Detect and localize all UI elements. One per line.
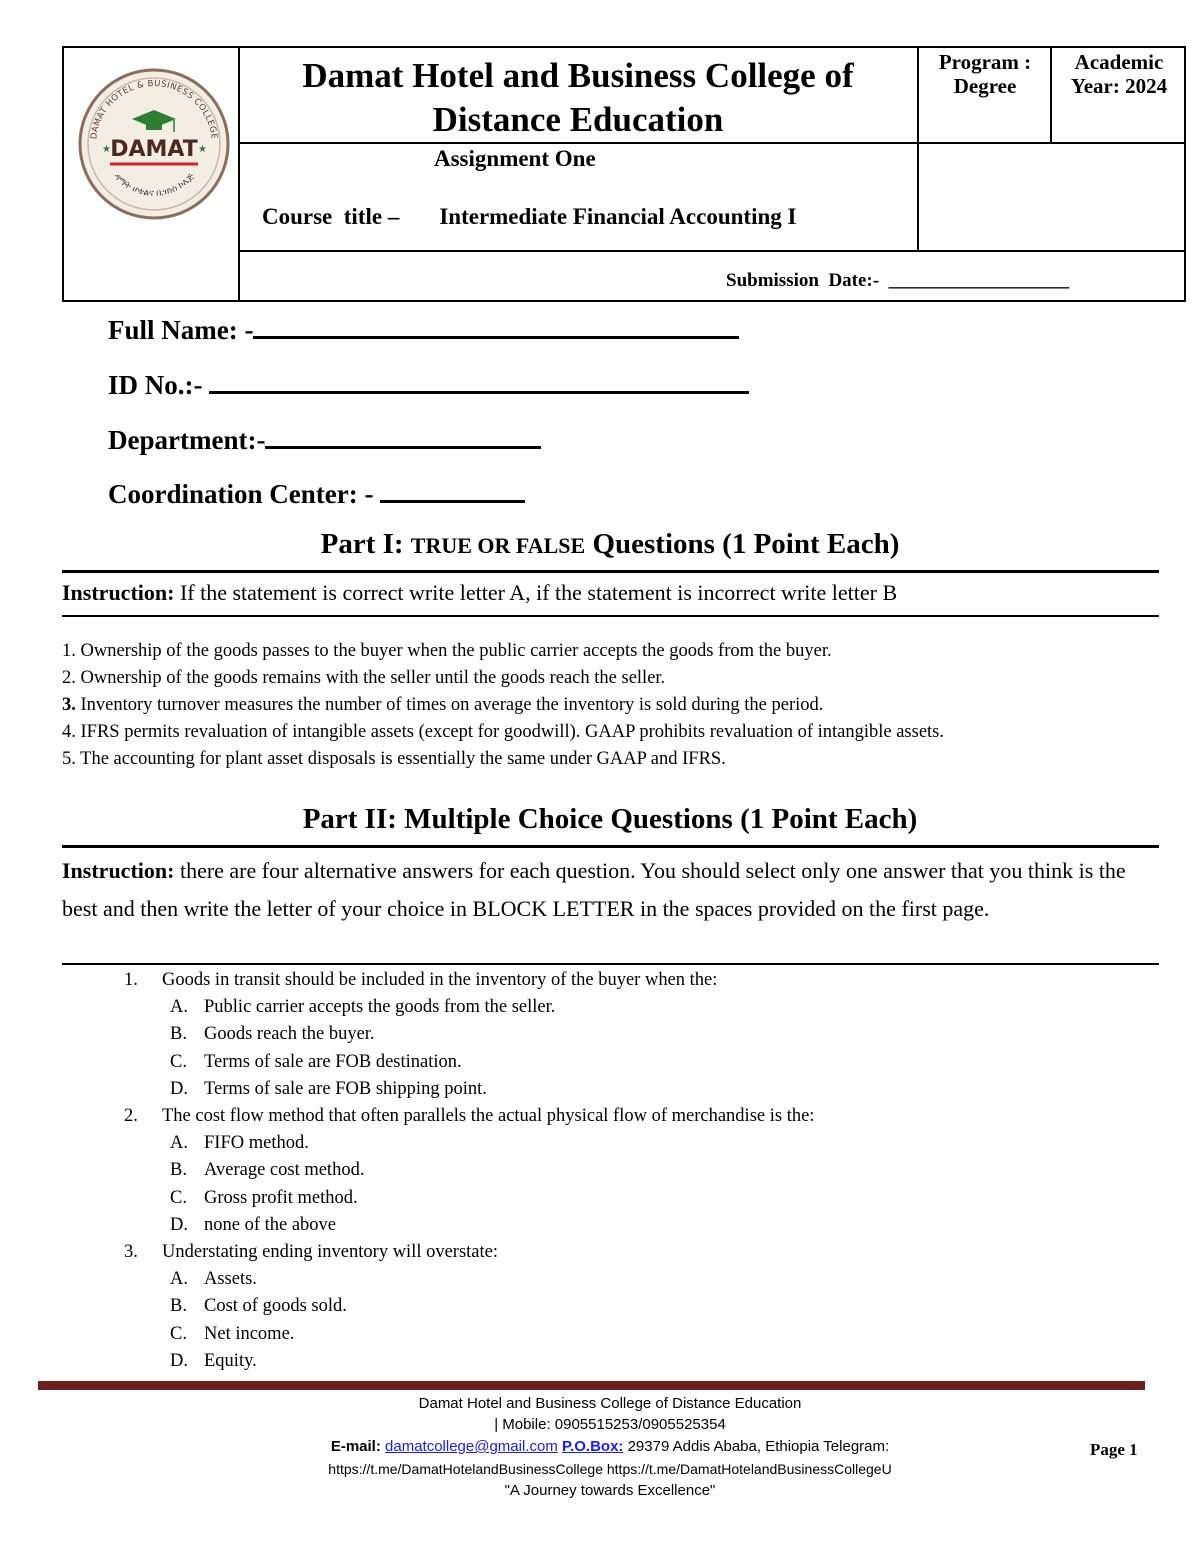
mc-option-text: FIFO method. [204, 1133, 309, 1154]
mc-question [62, 1103, 1162, 1130]
tf-item-text: IFRS permits revaluation of intangible assets (except for goodwill). GAAP prohibits revaluation of intangible assets. [75, 722, 945, 742]
part1-bottom-rule [62, 615, 1159, 617]
footer-mobile: | Mobile: 0905515253/0905525354 [494, 1416, 726, 1433]
full-name-field [108, 310, 739, 346]
college-name: Damat Hotel and Business College of Distance Education [302, 56, 854, 139]
submission-date-label: Submission Date:- [726, 270, 889, 291]
mc-option [62, 1049, 1162, 1076]
mc-option-letter: C. [170, 1051, 187, 1072]
tf-item-num: 2. [62, 668, 76, 688]
mc-question-num: 3. [124, 1242, 138, 1263]
part1-instruction-text: If the statement is correct write letter A, if the statement is incorrect write letter B [174, 580, 898, 605]
mc-question-num: 1. [124, 970, 138, 990]
mc-question-text: Understating ending inventory will overstate: [162, 1242, 499, 1263]
program-cell: Program : Degree [938, 50, 1032, 98]
department-blank[interactable] [265, 420, 541, 449]
mc-option-letter: C. [170, 1323, 187, 1344]
tf-item-num: 4. [62, 722, 76, 742]
mc-option [62, 1212, 1162, 1239]
college-logo [76, 66, 232, 222]
mc-option [62, 994, 1162, 1021]
part2-instruction-label: Instruction: [62, 858, 175, 883]
footer-telegram-links[interactable]: https://t.me/DamatHotelandBusinessCollege https://t.me/DamatHotelandBusinessCollegeU [328, 1461, 892, 1477]
footer-email-link[interactable]: damatcollege@gmail.com [385, 1438, 558, 1455]
tf-item [62, 719, 1162, 746]
mc-option-text: Public carrier accepts the goods from the seller. [204, 997, 556, 1018]
part1-suffix: Questions (1 Point Each) [585, 528, 900, 560]
mc-option [62, 1321, 1162, 1348]
footer-pobox-text: 29379 Addis Ababa, Ethiopia Telegram: [623, 1438, 890, 1455]
tf-item-text: Ownership of the goods passes to the buyer when the public carrier accepts the goods from the buyer. [75, 641, 832, 661]
course-title [262, 204, 796, 230]
tf-item [62, 746, 1162, 773]
footer-contact [230, 1437, 990, 1457]
part1-top-rule [62, 570, 1159, 573]
tf-item [62, 665, 1162, 692]
header-table [62, 46, 1186, 302]
mc-option [62, 1157, 1162, 1184]
mc-question-text: Goods in transit should be included in the inventory of the buyer when the: [162, 970, 718, 990]
tf-item-text: The accounting for plant asset disposals is essentially the same under GAAP and IFRS. [75, 749, 726, 769]
tf-item [62, 692, 1162, 719]
footer-bar [38, 1381, 1145, 1390]
mc-option-letter: D. [170, 1214, 188, 1235]
id-field [108, 365, 749, 401]
mc-question-text: The cost flow method that often parallels the actual physical flow of merchandise is the: [162, 1106, 815, 1127]
mc-option-text: Gross profit method. [204, 1187, 358, 1208]
mc-option-text: Terms of sale are FOB destination. [204, 1051, 462, 1072]
mc-option [62, 1021, 1162, 1048]
footer-email-label: E-mail: [330, 1438, 386, 1455]
mc-option-letter: B. [170, 1024, 187, 1045]
mc-option-letter: B. [170, 1160, 187, 1181]
submission-date-blank[interactable]: ___________________ [888, 270, 1070, 291]
mc-option-letter: A. [170, 1269, 188, 1290]
page-number: Page 1 [1090, 1440, 1138, 1459]
coordination-center-blank[interactable] [380, 474, 525, 503]
full-name-label: Full Name: - [108, 315, 254, 345]
part1-instruction-label: Instruction: [62, 580, 175, 605]
mc-option-text: Assets. [204, 1269, 257, 1290]
logo-bottom-text: ዳማት ሆቴልና ቢዝነስ ኮሌጅ [111, 171, 197, 199]
mc-question [62, 967, 1162, 994]
svg-text:★: ★ [198, 144, 207, 155]
mc-option-text: Goods reach the buyer. [204, 1024, 375, 1045]
full-name-blank[interactable] [253, 310, 739, 339]
true-false-list [62, 638, 1162, 773]
mc-question [62, 1239, 1162, 1266]
part2-heading: Part II: Multiple Choice Questions (1 Point Each) [302, 803, 918, 835]
mc-option-letter: B. [170, 1296, 187, 1317]
department-label: Department:- [108, 425, 266, 455]
mc-option-text: Equity. [204, 1350, 257, 1371]
mc-option-letter: A. [170, 997, 188, 1018]
mc-question-num: 2. [124, 1106, 138, 1127]
part1-prefix: Part I: [320, 528, 411, 560]
part1-small: TRUE OR FALSE [410, 533, 586, 558]
mc-option-text: Average cost method. [204, 1160, 365, 1181]
footer-pobox-link[interactable]: P.O.Box: [562, 1438, 624, 1455]
part1-instruction [62, 580, 1162, 606]
mc-option-text: Cost of goods sold. [204, 1296, 347, 1317]
mc-option-text: none of the above [204, 1214, 337, 1235]
assignment-title: Assignment One [434, 146, 596, 171]
mc-option-letter: D. [170, 1350, 188, 1371]
tf-item-num: 5. [62, 749, 76, 769]
logo-ring-text: DAMAT HOTEL & BUSINESS COLLEGE [89, 78, 219, 140]
mc-option [62, 1266, 1162, 1293]
tf-item-num: 1. [62, 641, 76, 661]
part2-instruction-text: there are four alternative answers for each question. You should select only one answer that you think is the best and then write the letter of your choice in BLOCK LETTER in the spaces provided on the first page. [62, 858, 1126, 921]
mc-option [62, 1348, 1162, 1375]
course-title-label: Course title – [262, 204, 400, 229]
tf-item-text: Ownership of the goods remains with the seller until the goods reach the seller. [75, 668, 666, 688]
multiple-choice-list [62, 967, 1162, 1375]
id-label: ID No.:- [108, 370, 210, 400]
coordination-center-field [108, 474, 525, 510]
id-blank[interactable] [209, 365, 749, 394]
tf-item [62, 638, 1162, 665]
footer-college-name: Damat Hotel and Business College of Distance Education [418, 1395, 802, 1412]
mc-option-letter: D. [170, 1078, 188, 1099]
mc-option-text: Net income. [204, 1323, 295, 1344]
part1-heading [0, 528, 1200, 561]
logo-text: DAMAT [110, 137, 198, 162]
part2-top-rule [62, 845, 1159, 848]
footer-motto: "A Journey towards Excellence" [504, 1482, 716, 1499]
part2-bottom-rule [62, 963, 1159, 965]
mc-option [62, 1293, 1162, 1320]
svg-text:★: ★ [102, 144, 111, 155]
academic-year-cell: Academic Year: 2024 [1070, 50, 1168, 98]
mc-option-letter: C. [170, 1187, 187, 1208]
tf-item-num: 3. [62, 695, 76, 715]
department-field [108, 420, 541, 456]
part2-instruction [62, 852, 1162, 928]
mc-option [62, 1185, 1162, 1212]
mc-option [62, 1076, 1162, 1103]
mc-option [62, 1130, 1162, 1157]
course-title-value: Intermediate Financial Accounting I [439, 204, 797, 229]
submission-date [726, 270, 1069, 292]
tf-item-text: Inventory turnover measures the number of times on average the inventory is sold during the period. [75, 695, 824, 715]
mc-option-text: Terms of sale are FOB shipping point. [204, 1078, 487, 1099]
coordination-center-label: Coordination Center: - [108, 479, 381, 509]
mc-option-letter: A. [170, 1133, 188, 1154]
